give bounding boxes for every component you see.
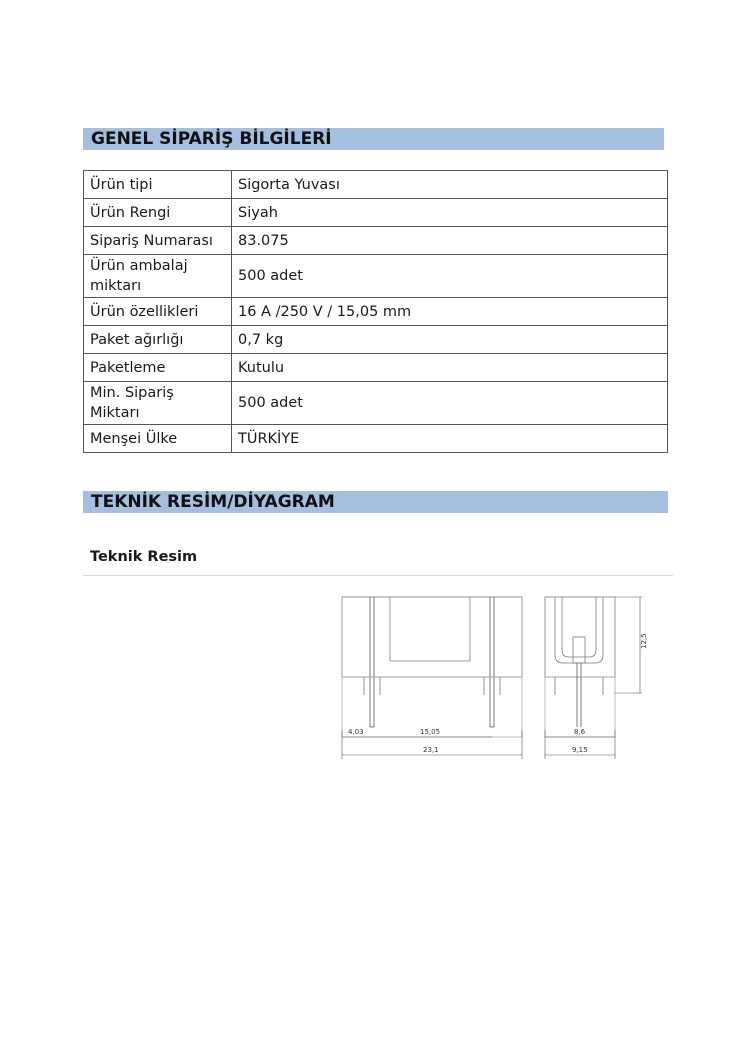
- row-value: 500 adet: [232, 255, 668, 298]
- row-label: Ürün Rengi: [84, 199, 232, 227]
- dim-pin-offset: 4,03: [348, 728, 364, 736]
- table-row: [84, 227, 668, 255]
- row-value: Sigorta Yuvası: [232, 171, 668, 199]
- row-value: Kutulu: [232, 354, 668, 382]
- row-label: Paket ağırlığı: [84, 326, 232, 354]
- dim-pin-spacing: 15,05: [420, 728, 441, 736]
- table-row: [84, 425, 668, 453]
- drawing-subtitle: Teknik Resim: [90, 549, 198, 565]
- table-row: [84, 298, 668, 326]
- row-value: 500 adet: [232, 382, 668, 425]
- row-label: Sipariş Numarası: [84, 227, 232, 255]
- row-label: Menşei Ülke: [84, 425, 232, 453]
- dim-height: 12,5: [640, 633, 648, 649]
- table-row: [84, 171, 668, 199]
- row-value: 0,7 kg: [232, 326, 668, 354]
- row-label: Paketleme: [84, 354, 232, 382]
- row-value: TÜRKİYE: [232, 425, 668, 453]
- divider: [83, 575, 673, 576]
- table-row: [84, 354, 668, 382]
- order-info-table: [83, 170, 668, 453]
- row-value: 16 A /250 V / 15,05 mm: [232, 298, 668, 326]
- technical-drawing: [330, 585, 660, 765]
- dim-total-width: 9,15: [572, 746, 588, 754]
- table-row: [84, 199, 668, 227]
- dim-total-length: 23,1: [423, 746, 439, 754]
- dim-inner-width: 8,6: [574, 728, 586, 736]
- front-view: [342, 597, 522, 737]
- side-dimensions: [545, 597, 642, 759]
- row-label: Ürün tipi: [84, 171, 232, 199]
- row-value: 83.075: [232, 227, 668, 255]
- table-row: [84, 382, 668, 425]
- row-label: Ürün özellikleri: [84, 298, 232, 326]
- table-row: [84, 326, 668, 354]
- row-label: Ürün ambalaj miktarı: [84, 255, 232, 298]
- section-title-order-info: GENEL SİPARİŞ BİLGİLERİ: [83, 128, 664, 150]
- row-value: Siyah: [232, 199, 668, 227]
- row-label: Min. Sipariş Miktarı: [84, 382, 232, 425]
- table-row: [84, 255, 668, 298]
- side-view: [545, 597, 615, 737]
- section-title-drawing: TEKNİK RESİM/DİYAGRAM: [83, 491, 668, 513]
